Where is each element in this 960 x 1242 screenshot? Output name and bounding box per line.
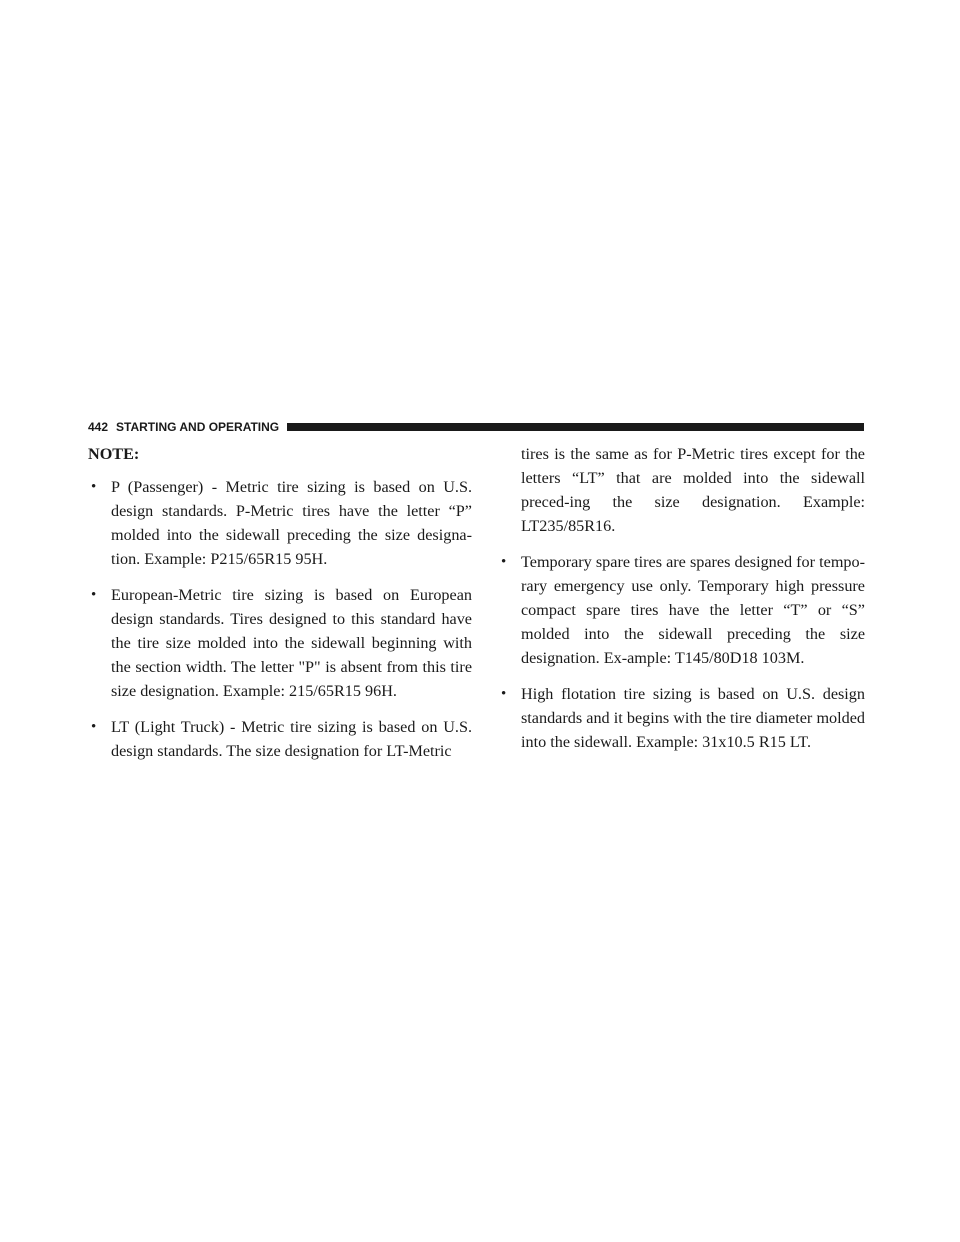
bullet-continuation: tires is the same as for P-Metric tires except for the letters “LT” that are molded into the sidewall preced-ing the size designation. Example: LT235/85R16.: [521, 445, 865, 535]
bullet-icon: •: [501, 686, 507, 702]
note-label: NOTE:: [88, 445, 140, 463]
bullet-text: P (Passenger) - Metric tire sizing is based on U.S. design standards. P-Metric tires have the letter “P” molded into the sidewall preceding the size designa-tion. Example: P215/65R15 95H.: [111, 478, 472, 568]
bullet-icon: •: [501, 554, 507, 570]
page-number: 442: [88, 420, 109, 434]
bullet-text: LT (Light Truck) - Metric tire sizing is based on U.S. design standards. The size designation for LT-Metric: [111, 718, 472, 760]
page-header: [88, 420, 864, 434]
bullet-icon: •: [91, 587, 97, 603]
right-column: [498, 442, 865, 766]
bullet-icon: •: [91, 719, 97, 735]
bullet-text: European-Metric tire sizing is based on European design standards. Tires designed to this standard have the tire size molded into the sidewall beginning with the section width. The letter "P" is absent from this tire size designation. Example: 215/65R15 96H.: [111, 586, 472, 700]
left-column: [88, 442, 472, 775]
section-title: STARTING AND OPERATING: [116, 420, 280, 434]
bullet-item-high-flotation: [498, 682, 865, 754]
bullet-text: High flotation tire sizing is based on U.S. design standards and it begins with the tire diameter molded into the sidewall. Example: 31x10.5 R15 LT.: [521, 685, 865, 751]
header-rule: [287, 423, 864, 431]
bullet-item-temporary-spare: [498, 550, 865, 670]
bullet-item-european: [88, 583, 472, 703]
bullet-item-passenger: [88, 475, 472, 571]
bullet-item-light-truck: [88, 715, 472, 763]
bullet-icon: •: [91, 479, 97, 495]
bullet-text: Temporary spare tires are spares designed for tempo-rary emergency use only. Temporary high pressure compact spare tires have the letter “T” or “S” molded into the sidewall preceding the size designation. Ex-ample: T145/80D18 103M.: [521, 553, 865, 667]
